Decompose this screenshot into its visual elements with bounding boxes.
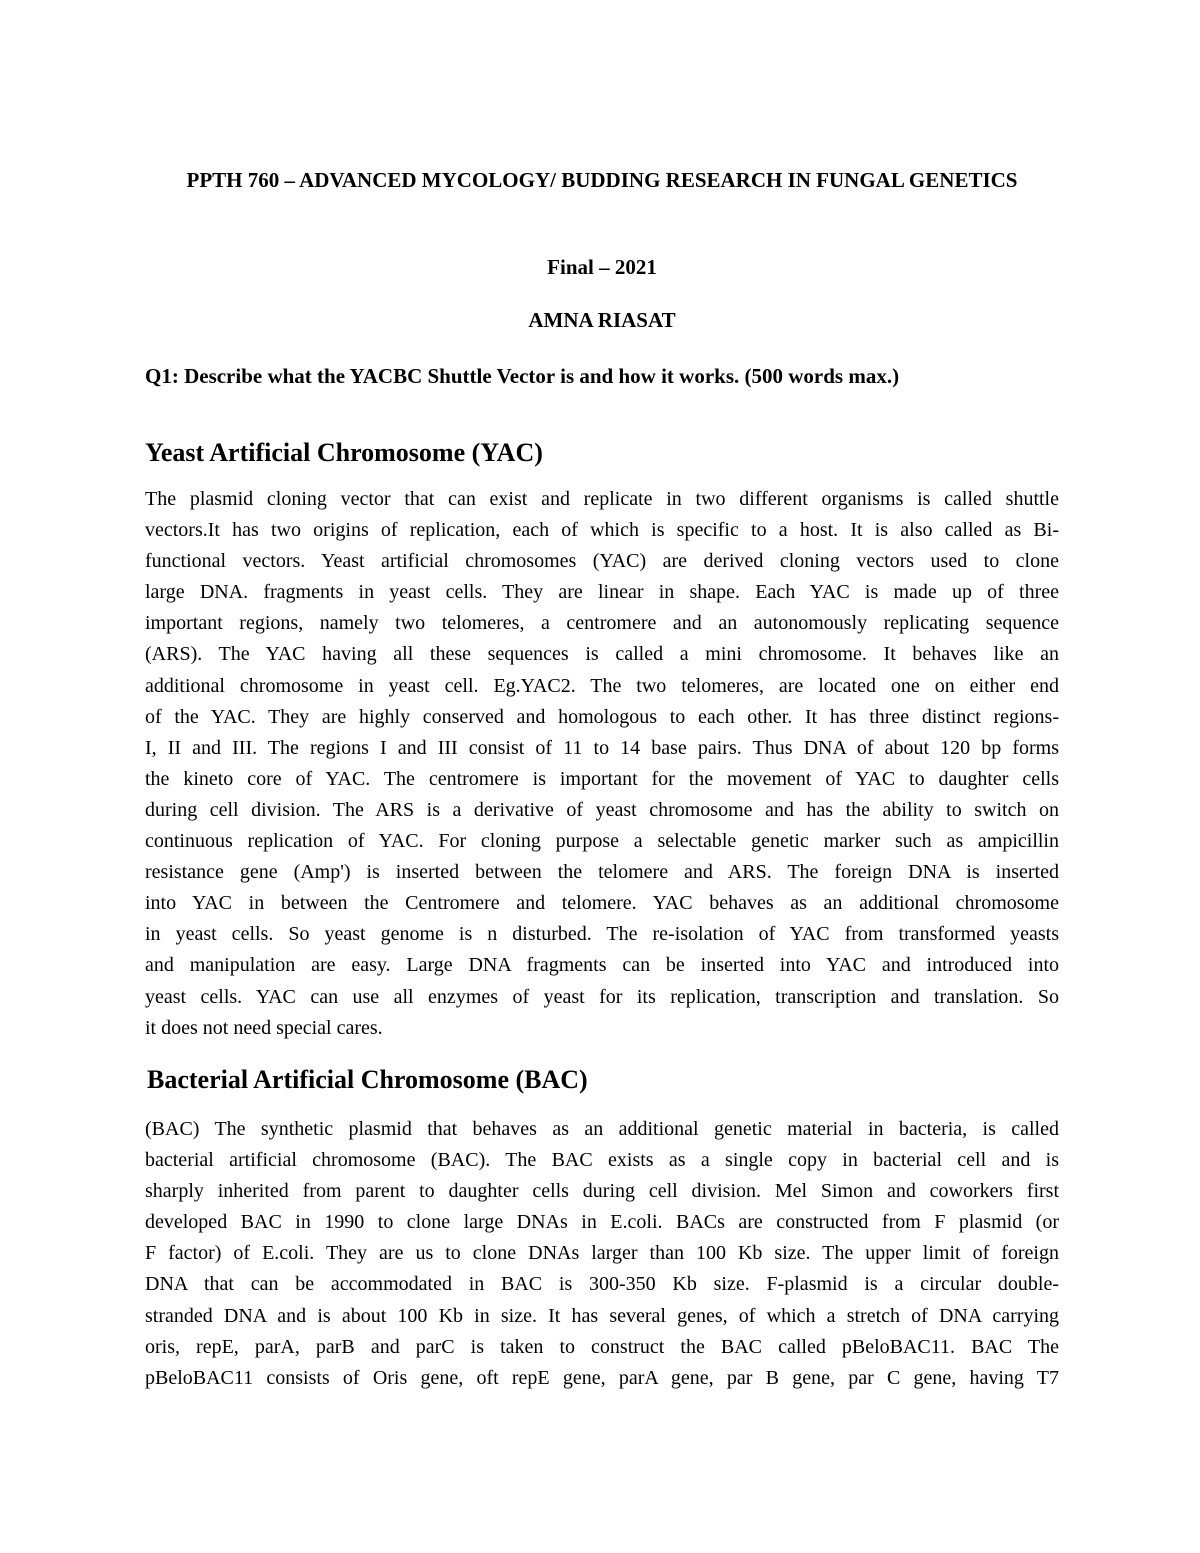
section-body-bac (145, 1114, 1059, 1394)
text-line: the kineto core of YAC. The centromere is important for the movement of YAC to daughter cells (145, 767, 1059, 790)
text-line: yeast cells. YAC can use all enzymes of yeast for its replication, transcription and translation. So (145, 985, 1059, 1008)
section-heading-bac: Bacterial Artificial Chromosome (BAC) (147, 1065, 588, 1094)
text-line: The plasmid cloning vector that can exist and replicate in two different organisms is called shuttle (145, 488, 1059, 510)
section-body-yac (145, 484, 1059, 1044)
text-line: important regions, namely two telomeres, a centromere and an autonomously replicating sequence (145, 612, 1059, 635)
course-title: PPTH 760 – ADVANCED MYCOLOGY/ BUDDING RESEARCH IN FUNGAL GENETICS (186, 168, 1018, 192)
text-line: and manipulation are easy. Large DNA fragments can be inserted into YAC and introduced into (145, 954, 1059, 977)
text-line: in yeast cells. So yeast genome is n disturbed. The re-isolation of YAC from transformed yeasts (145, 923, 1059, 946)
text-line: I, II and III. The regions I and III consist of 11 to 14 base pairs. Thus DNA of about 120 bp forms (145, 736, 1059, 759)
question-text: Q1: Describe what the YACBC Shuttle Vector is and how it works. (500 words max.) (145, 364, 900, 388)
text-line: (ARS). The YAC having all these sequences is called a mini chromosome. It behaves like an (145, 643, 1059, 666)
text-line: additional chromosome in yeast cell. Eg.YAC2. The two telomeres, are located one on either end (145, 674, 1059, 697)
text-line: stranded DNA and is about 100 Kb in size. It has several genes, of which a stretch of DNA carrying (145, 1304, 1059, 1327)
text-line: F factor) of E.coli. They are us to clone DNAs larger than 100 Kb size. The upper limit of foreign (145, 1242, 1059, 1265)
text-line: large DNA. fragments in yeast cells. They are linear in shape. Each YAC is made up of three (145, 581, 1059, 604)
text-line: DNA that can be accommodated in BAC is 300-350 Kb size. F-plasmid is a circular double- (145, 1273, 1059, 1296)
text-line: it does not need special cares. (145, 1016, 383, 1039)
text-line: during cell division. The ARS is a derivative of yeast chromosome and has the ability to switch on (145, 798, 1059, 821)
section-heading-yac: Yeast Artificial Chromosome (YAC) (145, 438, 543, 467)
text-line: functional vectors. Yeast artificial chromosomes (YAC) are derived cloning vectors used to clone (145, 550, 1059, 573)
text-line: vectors.It has two origins of replication, each of which is specific to a host. It is also called as Bi- (145, 519, 1059, 542)
text-line: pBeloBAC11 consists of Oris gene, oft repE gene, parA gene, par B gene, par C gene, having T7 (145, 1366, 1059, 1389)
exam-label: Final – 2021 (547, 255, 657, 279)
text-line: sharply inherited from parent to daughter cells during cell division. Mel Simon and coworkers first (145, 1180, 1059, 1203)
text-line: of the YAC. They are highly conserved and homologous to each other. It has three distinct regions- (145, 705, 1059, 728)
text-line: resistance gene (Amp') is inserted between the telomere and ARS. The foreign DNA is inserted (145, 861, 1059, 884)
text-line: into YAC in between the Centromere and telomere. YAC behaves as an additional chromosome (145, 892, 1059, 915)
text-line: oris, repE, parA, parB and parC is taken to construct the BAC called pBeloBAC11. BAC The (145, 1335, 1059, 1358)
text-line: (BAC) The synthetic plasmid that behaves as an additional genetic material in bacteria, is called (145, 1118, 1059, 1140)
text-line: bacterial artificial chromosome (BAC). The BAC exists as a single copy in bacterial cell and is (145, 1149, 1059, 1172)
text-line: continuous replication of YAC. For cloning purpose a selectable genetic marker such as ampicillin (145, 830, 1059, 853)
author-name: AMNA RIASAT (528, 308, 676, 332)
text-line: developed BAC in 1990 to clone large DNAs in E.coli. BACs are constructed from F plasmid (or (145, 1211, 1059, 1234)
